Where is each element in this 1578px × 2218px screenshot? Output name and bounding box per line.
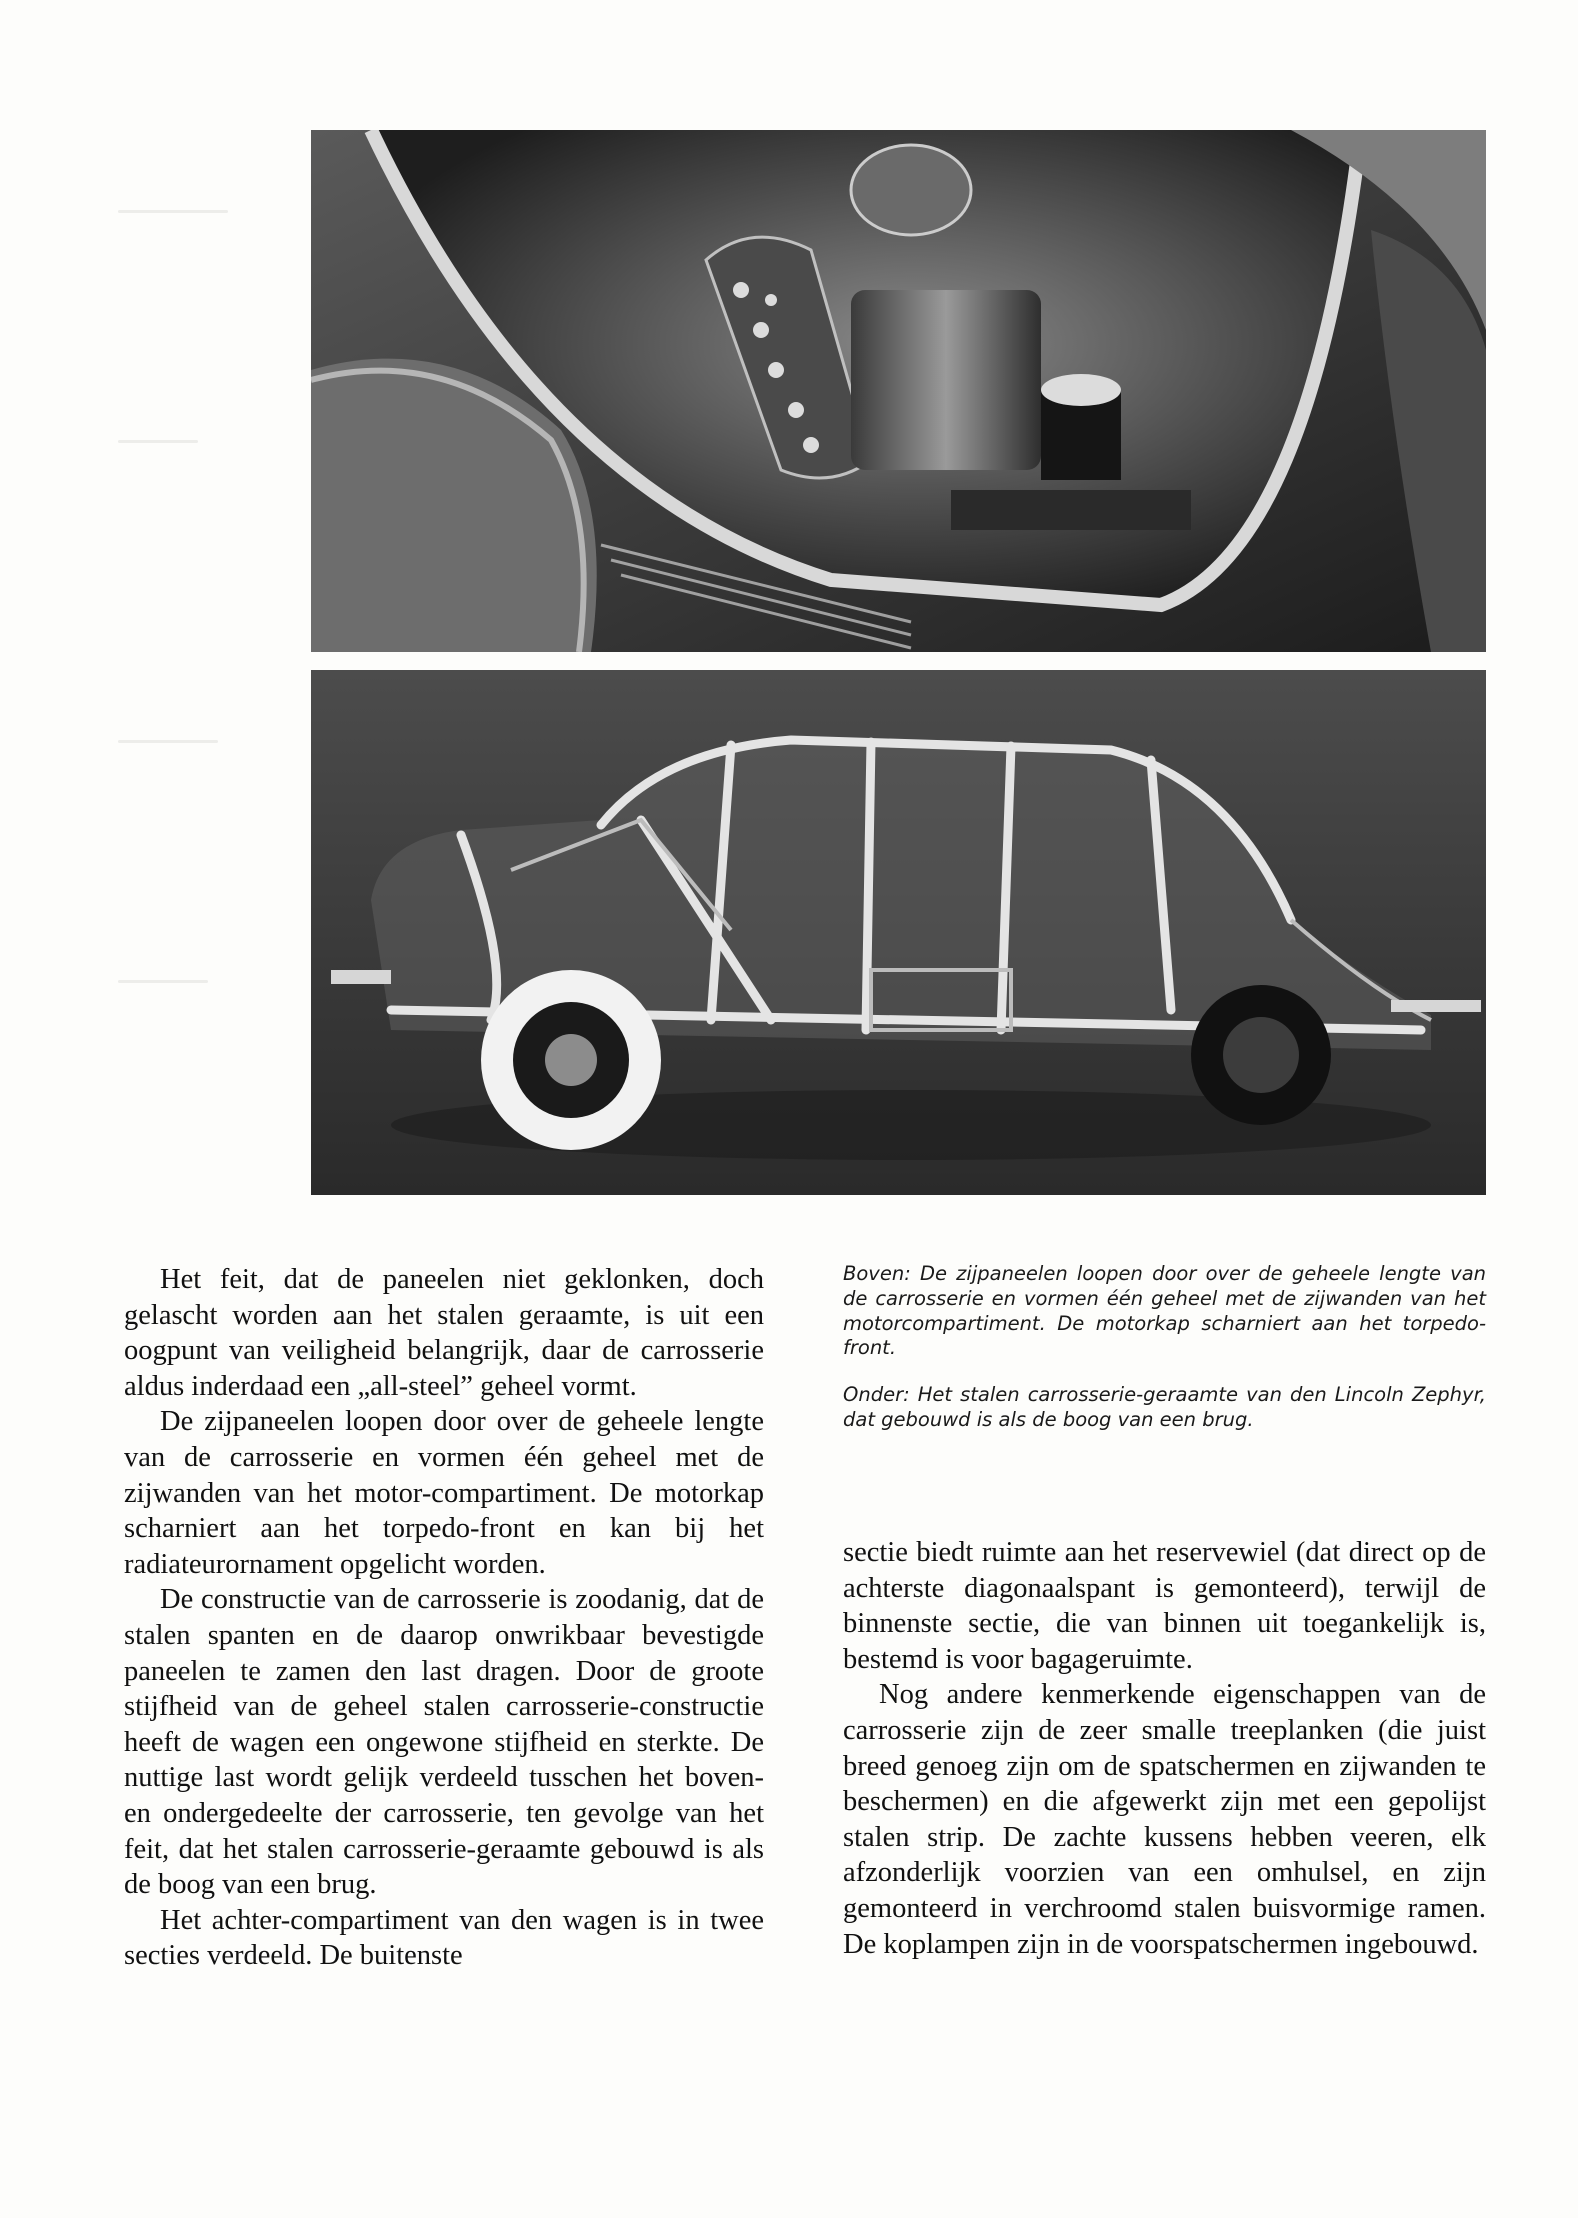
bleed-through-mark [118,980,208,983]
engine-compartment-photo [311,130,1486,652]
bleed-through-mark [118,210,228,213]
caption-top: Boven: De zijpaneelen loopen door over de geheele lengte van de carrosserie en vormen één geheel met de zijwanden van het motorcompartiment. De motorkap scharniert aan het torpedo-front. [843,1262,1486,1360]
car-body-frame-illustration [311,670,1486,1195]
bleed-through-mark [118,440,198,443]
left-text-column [124,1262,764,1974]
paragraph: sectie biedt ruimte aan het reservewiel (dat direct op de achterste diagonaalspant is gemonteerd), terwijl de binnenste sectie, die van binnen uit toegankelijk is, bestemd is voor bagageruimte. [843,1537,1486,1675]
paragraph: Het feit, dat de paneelen niet geklonken, doch gelascht worden aan het stalen geraamte, is uit een oogpunt van veiligheid belangrijk, daar de carrosserie aldus inderdaad een „all-steel” geheel vormt. [124,1264,764,1402]
engine-compartment-illustration [311,130,1486,652]
right-text-column [843,1535,1486,1962]
caption-bottom: Onder: Het stalen carrosserie-geraamte van den Lincoln Zephyr, dat gebouwd is als de boog van een brug. [843,1383,1486,1431]
photo-captions [843,1262,1486,1455]
paragraph: De zijpaneelen loopen door over de geheele lengte van de carrosserie en vormen één geheel met de zijwanden van het motor-compartiment. De motorkap scharniert aan het torpedo-front en kan bij het radiateurornament opgelicht worden. [124,1406,764,1580]
body-frame-photo [311,670,1486,1195]
paragraph: Het achter-compartiment van den wagen is in twee secties verdeeld. De buitenste [124,1904,764,1972]
paragraph: De constructie van de carrosserie is zoodanig, dat de stalen spanten en de daarop onwrikbaar bevestigde paneelen te zamen den last dragen. Door de groote stijfheid van de geheel stalen carrosserie-constructie heeft de wagen een ongewone stijfheid en sterkte. De nuttige last wordt gelijk verdeeld tusschen het boven- en ondergedeelte der carrosserie, ten gevolge van het feit, dat het stalen carrosserie-geraamte gebouwd is als de boog van een brug. [124,1584,764,1901]
bleed-through-mark [118,740,218,743]
paragraph: Nog andere kenmerkende eigenschappen van de carrosserie zijn de zeer smalle treeplanken (die juist breed genoeg zijn om de spatschermen en zijwanden te beschermen) en die afgewerkt zijn met een gepolijst stalen strip. De zachte kussens hebben veeren, elk afzonderlijk voorzien van een omhulsel, en zijn gemonteerd in verchroomd stalen buisvormige ramen. De koplampen zijn in de voorspatschermen ingebouwd. [843,1679,1486,1960]
